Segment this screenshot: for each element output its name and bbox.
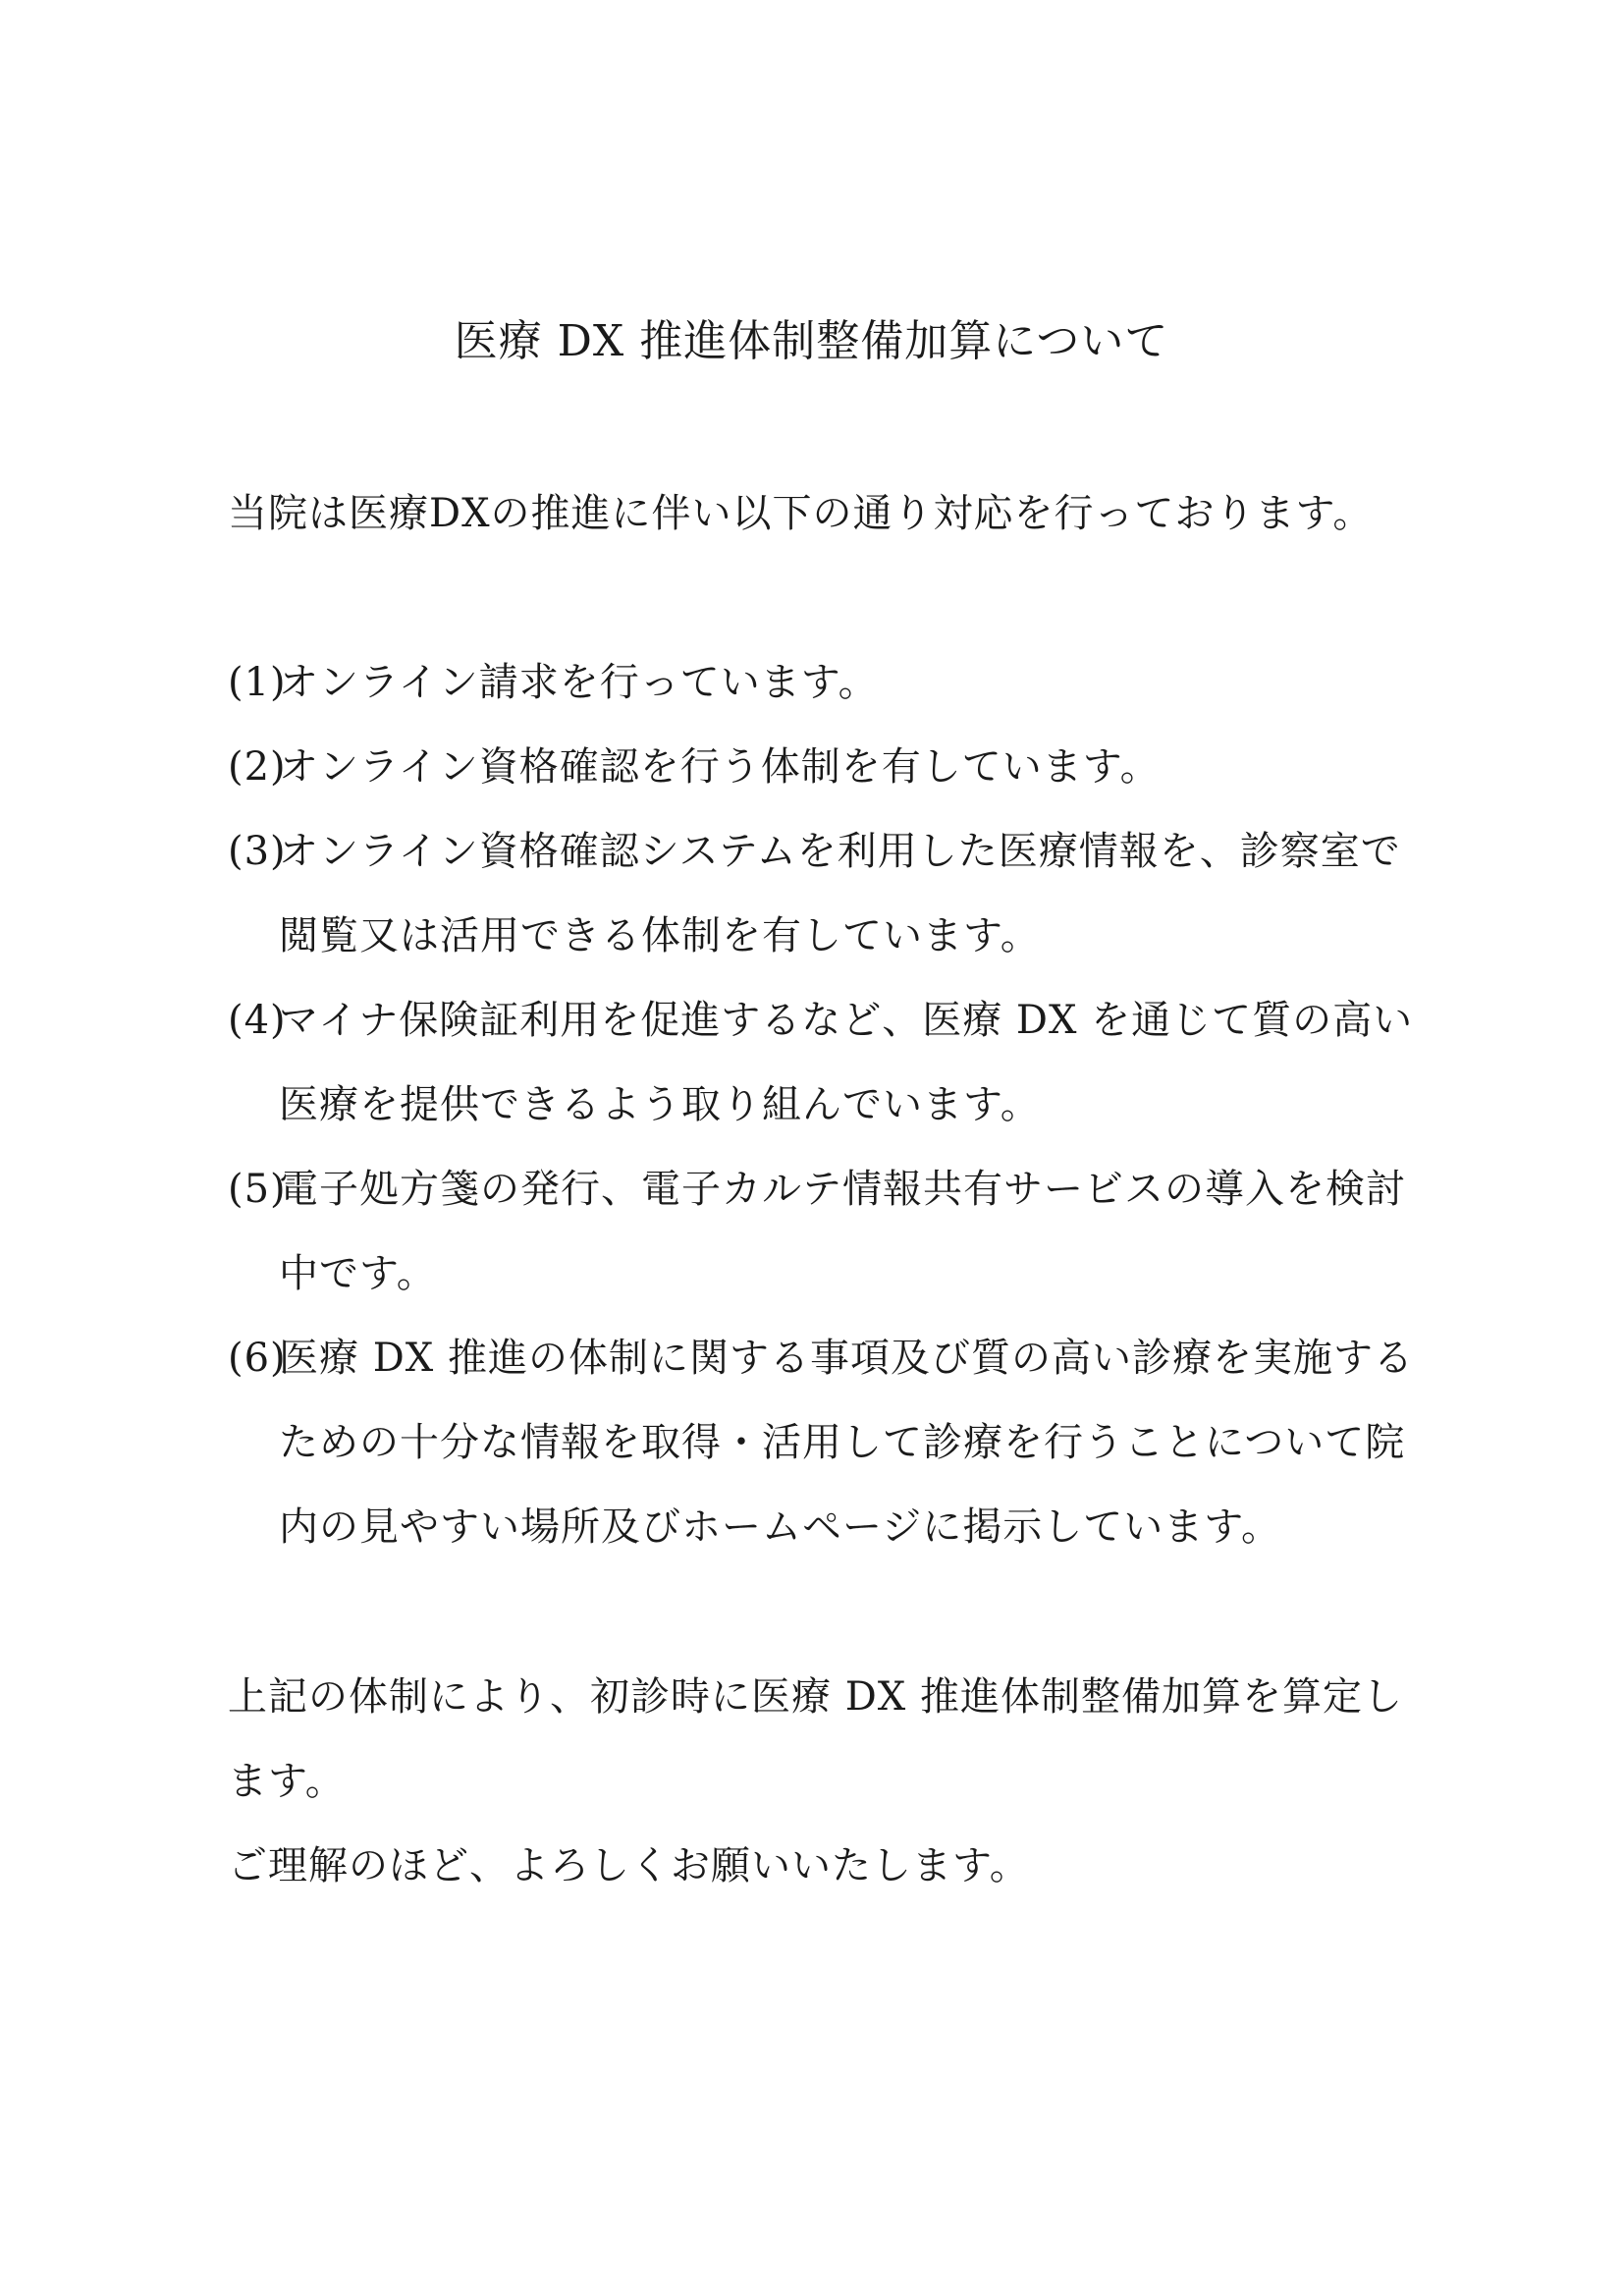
list-item-text: オンライン請求を行っています。 (279, 660, 879, 705)
list-item-text: オンライン資格確認を行う体制を有しています。 (279, 744, 1161, 790)
intro-paragraph: 当院は医療DXの推進に伴い以下の通り対応を行っております。 (228, 491, 1374, 536)
closing-thanks: ご理解のほど、よろしくお願いいたします。 (228, 1843, 1030, 1888)
list-item-number: (6) (228, 1336, 287, 1381)
document-title: 医療 DX 推進体制整備加算について (454, 316, 1169, 366)
list-item-number: (2) (228, 744, 287, 790)
list-item-number: (1) (228, 660, 287, 705)
closing-paragraph: 上記の体制により、初診時に医療 DX 推進体制整備加算を算定します。 (228, 1674, 1403, 1804)
list-item (228, 1147, 1416, 1316)
list-item (228, 978, 1416, 1147)
list-item (228, 1316, 1416, 1569)
list-item-text: 医療 DX 推進の体制に関する事項及び質の高い診療を実施するための十分な情報を取得・活用して診療を行うことについて院内の見やすい場所及びホームページに掲示しています。 (279, 1336, 1414, 1550)
list-item (228, 809, 1416, 978)
list-item-text: マイナ保険証利用を促進するなど、医療 DX を通じて質の高い医療を提供できるよう取り組んでいます。 (279, 998, 1414, 1127)
list-item (228, 640, 1416, 725)
closing-section (228, 1655, 1416, 1908)
list-item-number: (5) (228, 1167, 287, 1212)
measures-list (228, 640, 1416, 1569)
list-item-text: 電子処方箋の発行、電子カルテ情報共有サービスの導入を検討中です。 (279, 1167, 1406, 1296)
list-item-number: (3) (228, 829, 287, 874)
list-item (228, 725, 1416, 809)
list-item-text: オンライン資格確認システムを利用した医療情報を、診察室で閲覧又は活用できる体制を有しています。 (279, 829, 1401, 958)
list-item-number: (4) (228, 998, 287, 1043)
